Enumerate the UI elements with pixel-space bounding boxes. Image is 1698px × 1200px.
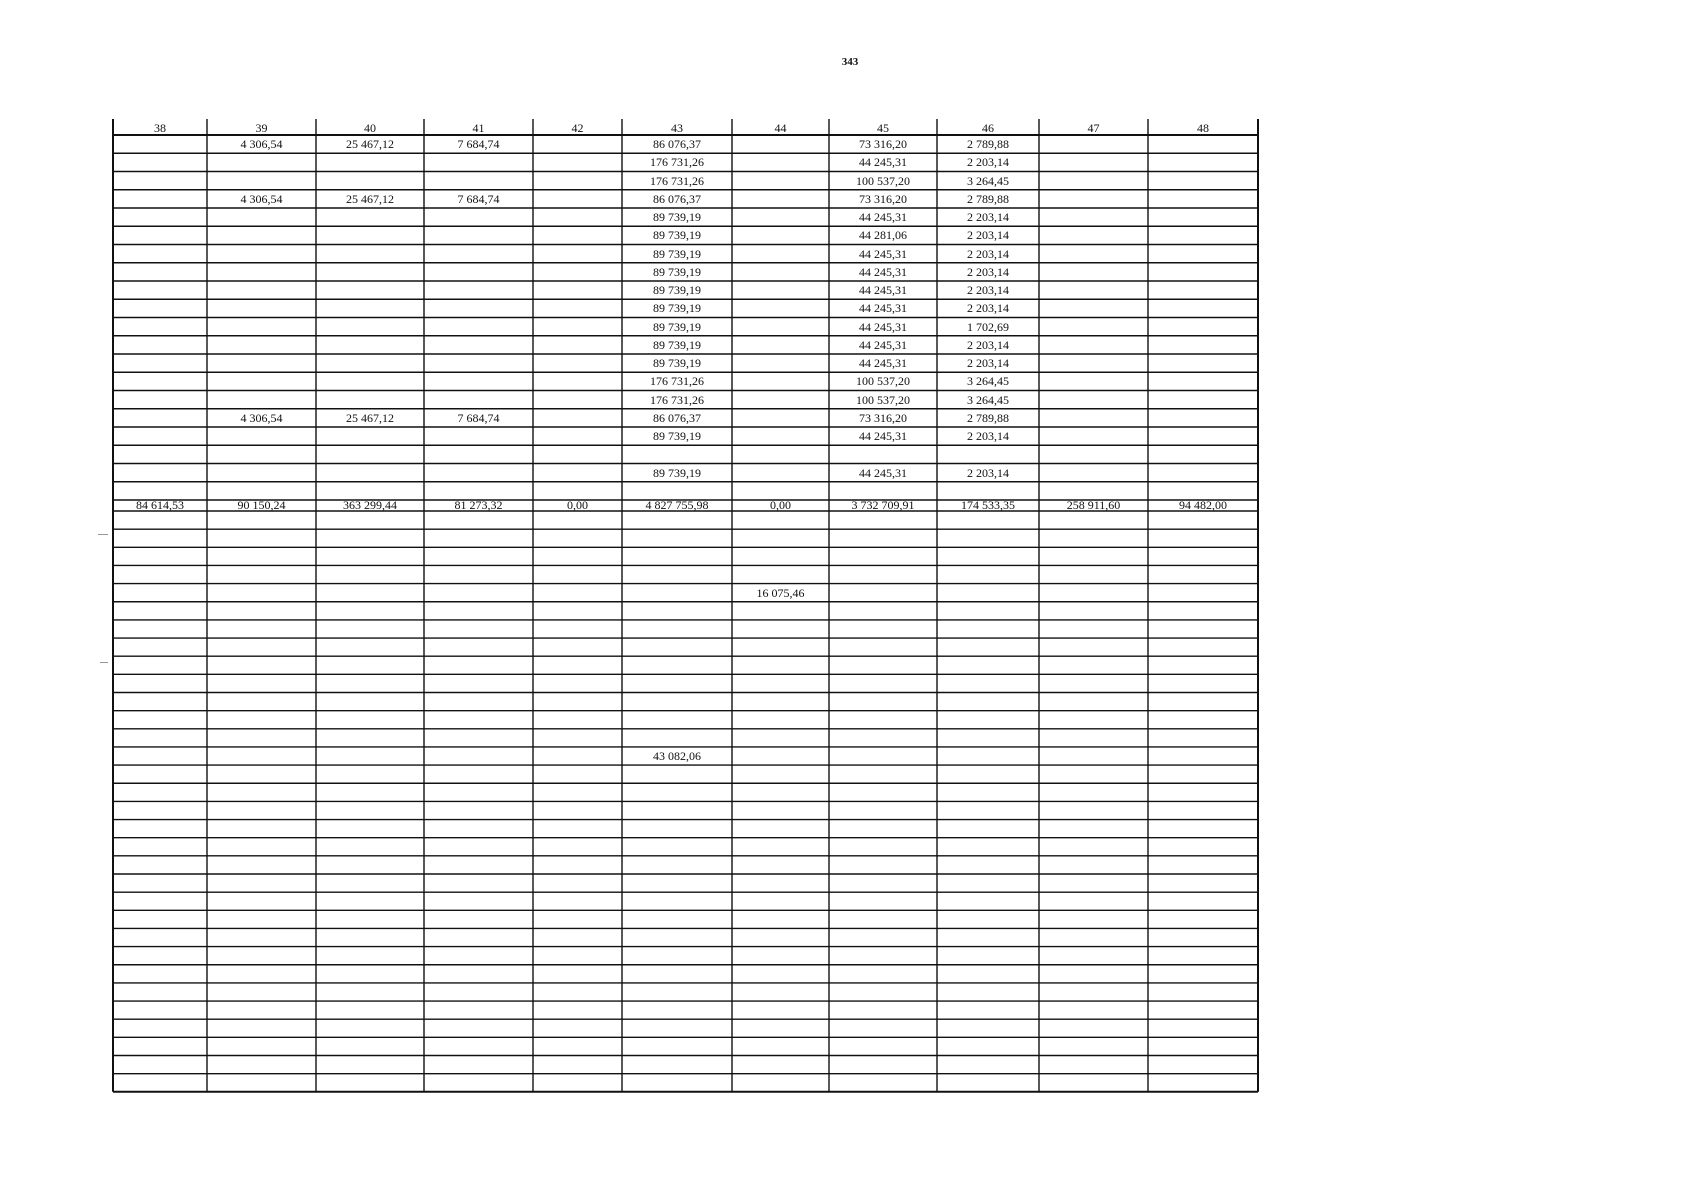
table-cell: 2 203,14	[967, 337, 1009, 352]
table-cell: 44 245,31	[859, 337, 907, 352]
table-cell: 89 739,19	[653, 210, 701, 225]
column-header: 47	[1087, 121, 1100, 135]
table-cell: 2 203,14	[967, 301, 1009, 316]
table-cell: 3 264,45	[967, 392, 1009, 407]
total-cell: 4 827 755,98	[645, 498, 709, 512]
table-cell: 2 789,88	[967, 137, 1009, 152]
table-cell: 2 203,14	[967, 155, 1009, 170]
total-cell: 81 273,32	[454, 498, 503, 512]
table-cell: 2 203,14	[967, 356, 1009, 371]
total-cell: 94 482,00	[1179, 498, 1227, 512]
table-cell: 7 684,74	[457, 410, 500, 425]
table-cell: 44 245,31	[859, 155, 907, 170]
table-cell: 2 203,14	[967, 228, 1009, 243]
total-cell: 3 732 709,91	[851, 498, 915, 512]
table-cell: 16 075,46	[756, 585, 805, 600]
page-number: 343	[841, 56, 859, 68]
table-cell: 44 245,31	[859, 301, 907, 316]
table-cell: 7 684,74	[457, 191, 500, 206]
table-cell: 25 467,12	[346, 137, 394, 152]
table-cell: 44 281,06	[859, 228, 907, 243]
table-cell: 89 739,19	[653, 319, 701, 334]
table-cell: 4 306,54	[240, 191, 283, 206]
table-cell: 4 306,54	[240, 137, 283, 152]
table-cell: 3 264,45	[967, 374, 1009, 389]
table-cell: 43 082,06	[653, 749, 701, 764]
table-cell: 2 203,14	[967, 283, 1009, 298]
column-header: 43	[671, 121, 683, 135]
table-cell: 4 306,54	[240, 410, 283, 425]
column-header: 40	[364, 121, 376, 135]
column-header: 45	[877, 121, 889, 135]
table-cell: 7 684,74	[457, 137, 500, 152]
table-cell: 1 702,69	[967, 319, 1009, 334]
column-header: 48	[1197, 121, 1209, 135]
total-cell: 363 299,44	[343, 498, 397, 512]
total-cell: 174 533,35	[961, 498, 1015, 512]
table-cell: 44 245,31	[859, 356, 907, 371]
table-cell: 73 316,20	[859, 137, 907, 152]
column-header: 46	[982, 121, 994, 135]
table-cell: 44 245,31	[859, 429, 907, 444]
table-cell: 89 739,19	[653, 356, 701, 371]
table-cell: 86 076,37	[653, 410, 701, 425]
table-cell: 100 537,20	[856, 173, 910, 188]
table-cell: 100 537,20	[856, 392, 910, 407]
table-cell: 44 245,31	[859, 264, 907, 279]
table-cell: 100 537,20	[856, 374, 910, 389]
table-cell: 2 789,88	[967, 410, 1009, 425]
table-cell: 89 739,19	[653, 264, 701, 279]
table-cell: 2 203,14	[967, 465, 1009, 480]
table-cell: 176 731,26	[650, 173, 704, 188]
table-cell: 44 245,31	[859, 246, 907, 261]
table-cell: 89 739,19	[653, 429, 701, 444]
table-cell: 89 739,19	[653, 283, 701, 298]
table-cell: 73 316,20	[859, 410, 907, 425]
table-cell: 73 316,20	[859, 191, 907, 206]
scan-mark	[100, 662, 108, 663]
total-cell: 0,00	[567, 498, 588, 512]
table-cell: 89 739,19	[653, 228, 701, 243]
column-header: 42	[571, 121, 584, 135]
table-cell: 44 245,31	[859, 210, 907, 225]
table-cell: 25 467,12	[346, 410, 394, 425]
column-header: 41	[472, 121, 485, 135]
table-cell: 86 076,37	[653, 191, 701, 206]
table-cell: 89 739,19	[653, 301, 701, 316]
table-cell: 2 203,14	[967, 429, 1009, 444]
scan-mark	[98, 534, 108, 535]
total-cell: 0,00	[770, 498, 791, 512]
total-cell: 258 911,60	[1066, 498, 1121, 512]
column-header: 39	[255, 121, 268, 135]
table-cell: 176 731,26	[650, 374, 704, 389]
table-cell: 44 245,31	[859, 465, 907, 480]
total-cell: 84 614,53	[136, 498, 184, 512]
table-cell: 2 203,14	[967, 246, 1009, 261]
table-cell: 89 739,19	[653, 246, 701, 261]
table-cell: 176 731,26	[650, 155, 704, 170]
table-cell: 44 245,31	[859, 283, 907, 298]
table-cell: 89 739,19	[653, 465, 701, 480]
table-cell: 86 076,37	[653, 137, 701, 152]
table-cell: 176 731,26	[650, 392, 704, 407]
table-cell: 2 203,14	[967, 210, 1009, 225]
table-cell: 2 203,14	[967, 264, 1009, 279]
table-cell: 25 467,12	[346, 191, 394, 206]
total-cell: 90 150,24	[237, 498, 286, 512]
table-cell: 44 245,31	[859, 319, 907, 334]
column-header: 44	[774, 121, 787, 135]
table-cell: 3 264,45	[967, 173, 1009, 188]
table-cell: 89 739,19	[653, 337, 701, 352]
table-cell: 2 789,88	[967, 191, 1009, 206]
column-header: 38	[154, 121, 166, 135]
